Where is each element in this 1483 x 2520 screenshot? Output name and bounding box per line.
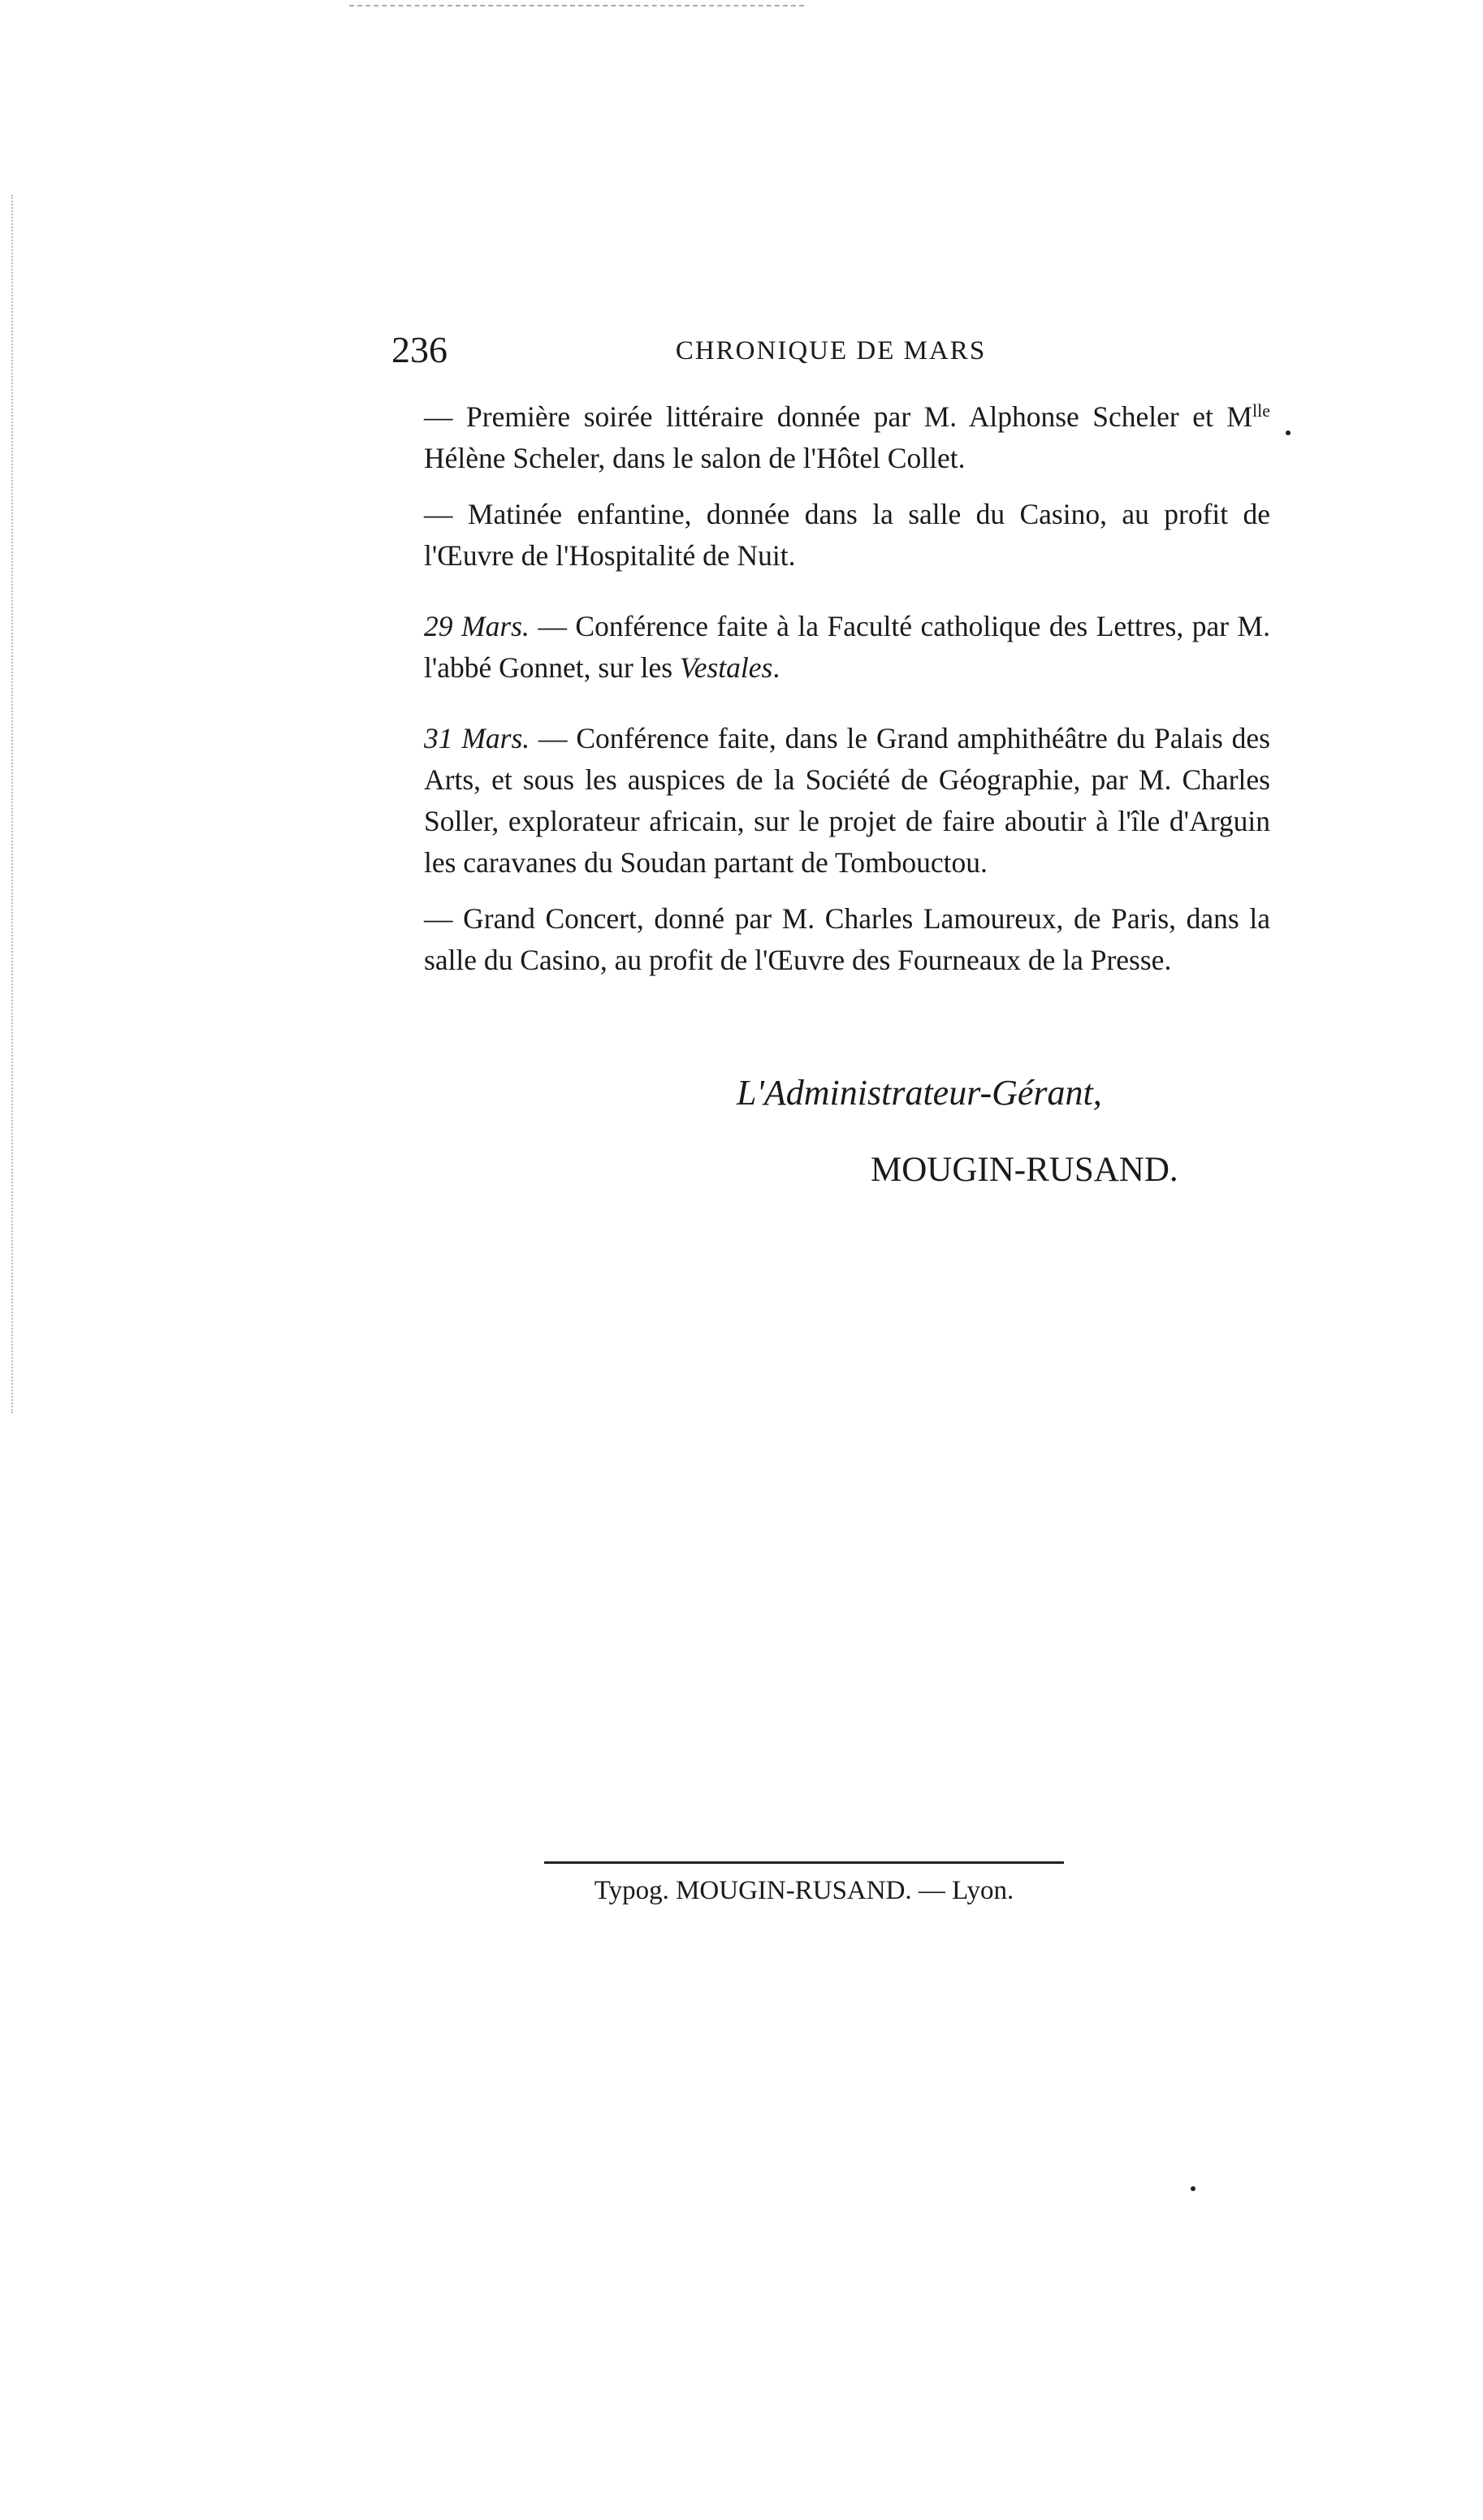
entry-grand-concert <box>391 898 1270 981</box>
entry-text: — Grand Concert, donné par M. Charles Lamoureux, de Paris, dans la salle du Casino, au profit de l'Œuvre des Fourneaux de la Presse. <box>424 902 1270 976</box>
entry-29-mars <box>391 606 1270 689</box>
top-edge-scan-artifact <box>349 5 804 6</box>
entry-text: — Conférence faite à la Faculté catholique des Lettres, par M. l'abbé Gonnet, sur les <box>424 610 1270 684</box>
entry-31-mars <box>391 718 1270 884</box>
entry-date: 29 Mars. <box>424 610 530 642</box>
signature-title: L'Administrateur-Gérant, <box>737 1073 1102 1113</box>
entry-text: . <box>772 651 780 684</box>
entry-text: — Matinée enfantine, donnée dans la salle du Casino, au profit de l'Œuvre de l'Hospitalité de Nuit. <box>424 498 1270 572</box>
entry-matinee-enfantine <box>391 494 1270 577</box>
chronicle-body <box>391 396 1270 981</box>
signature-name: MOUGIN-RUSAND. <box>871 1151 1178 1189</box>
entry-soiree-litteraire <box>391 396 1270 479</box>
ink-speck <box>1191 2186 1195 2191</box>
running-head: CHRONIQUE DE MARS <box>675 336 987 365</box>
entry-date: 31 Mars. <box>424 722 530 754</box>
printer-imprint: Typog. MOUGIN-RUSAND. — Lyon. <box>594 1876 1014 1905</box>
entry-emphasis: Vestales <box>679 651 773 684</box>
page-header <box>391 328 1270 377</box>
footer-rule <box>544 1861 1064 1864</box>
page-number: 236 <box>391 329 447 370</box>
entry-text: — Première soirée littéraire donnée par M. Alphonse Scheler et M <box>424 400 1252 433</box>
entry-superscript: lle <box>1252 400 1270 421</box>
entry-text: — Conférence faite, dans le Grand amphithéâtre du Palais des Arts, et sous les auspices de la Société de Géographie, par M. Charles Soller, explorateur africain, sur le projet de faire aboutir à l'île d'Arguin les caravanes du Soudan partant de Tombouctou. <box>424 722 1271 879</box>
left-edge-scan-artifact <box>11 195 13 1413</box>
entry-text: Hélène Scheler, dans le salon de l'Hôtel Collet. <box>424 442 966 474</box>
ink-speck <box>1286 430 1291 435</box>
